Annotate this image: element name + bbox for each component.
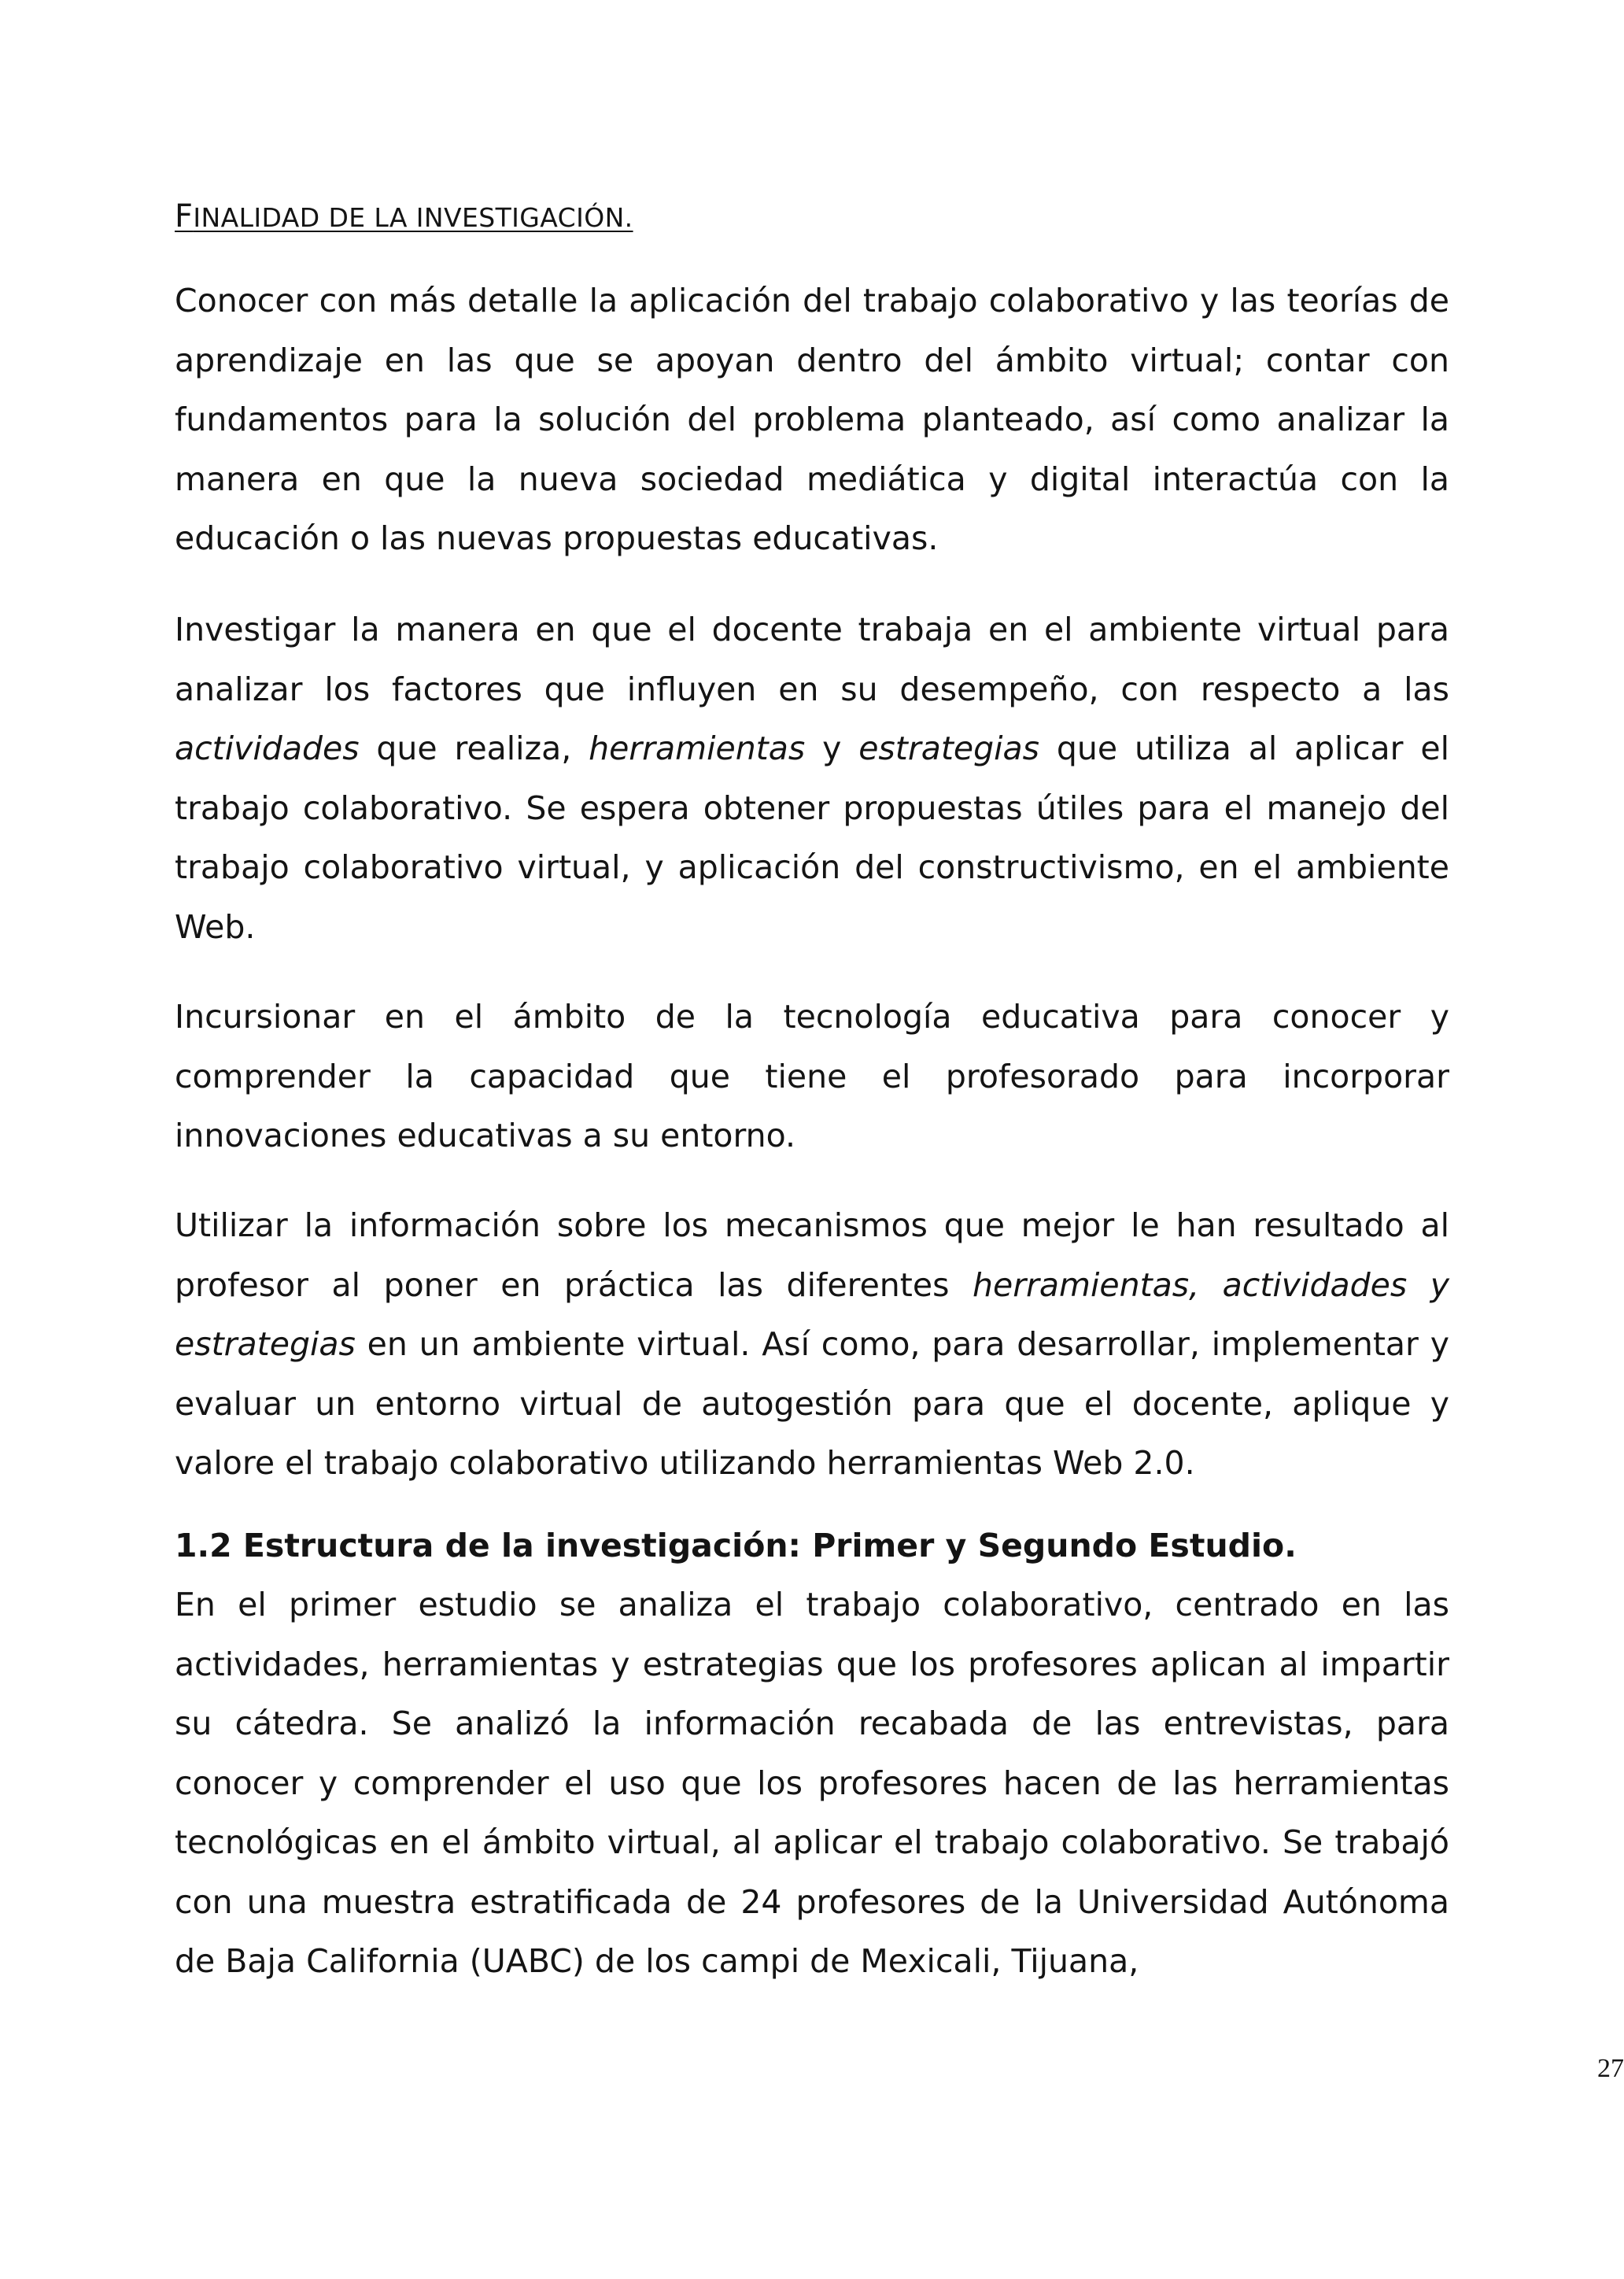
subsection-heading: 1.2 Estructura de la investigación: Primer y Segundo Estudio. [175,1527,1297,1564]
heading-rest: INALIDAD DE LA INVESTIGACIÓN. [193,202,633,233]
paragraph-2-emphasis-1: actividades [175,730,360,767]
paragraph-4-emphasis-1: herramientas, actividades y estrategias [175,1265,1450,1363]
paragraph-2-emphasis-2: herramientas [589,730,806,767]
paragraph-4-text-1: Utilizar la información sobre los mecanismos que mejor le han resultado al profesor al poner en práctica las diferentes [175,1206,1449,1304]
page-number: 27 [1597,2054,1624,2083]
paragraph-2-emphasis-3: estrategias [858,730,1040,767]
paragraph-1: Conocer con más detalle la aplicación del trabajo colaborativo y las teorías de aprendizaje en las que se apoyan dentro del ámbito virtual; contar con fundamentos para la solución del problema planteado, así como analizar la manera en que la nueva sociedad mediática y digital interactúa con la educación o las nuevas propuestas educativas. [175,282,1449,557]
paragraph-2-text-4: que utiliza al aplicar el trabajo colaborativo. Se espera obtener propuestas útiles para el manejo del trabajo colaborativo virtual, y aplicación del constructivismo, en el ambiente Web. [175,730,1449,946]
paragraph-4-text-2: en un ambiente virtual. Así como, para desarrollar, implementar y evaluar un entorno virtual de autogestión para que el docente, aplique y valore el trabajo colaborativo utilizando herramientas Web 2.0. [175,1325,1449,1482]
paragraph-4 [175,1196,1449,1494]
paragraph-2-text-1: Investigar la manera en que el docente trabaja en el ambiente virtual para analizar los factores que influyen en su desempeño, con respecto a las [175,611,1449,708]
heading-first-letter: F [175,198,194,235]
section-heading [175,198,633,235]
paragraph-2-text-3: y [805,730,859,767]
paragraph-2-text-2: que realiza, [359,730,589,767]
paragraph-3: Incursionar en el ámbito de la tecnología educativa para conocer y comprender la capacidad que tiene el profesorado para incorporar innovaciones educativas a su entorno. [175,998,1449,1154]
paragraph-2 [175,600,1449,957]
paragraph-5: En el primer estudio se analiza el trabajo colaborativo, centrado en las actividades, herramientas y estrategias que los profesores aplican al impartir su cátedra. Se analizó la información recabada de las entrevistas, para conocer y comprender el uso que los profesores hacen de las herramientas tecnológicas en el ámbito virtual, al aplicar el trabajo colaborativo. Se trabajó con una muestra estratificada de 24 profesores de la Universidad Autónoma de Baja California (UABC) de los campi de Mexicali, Tijuana, [175,1586,1449,1980]
